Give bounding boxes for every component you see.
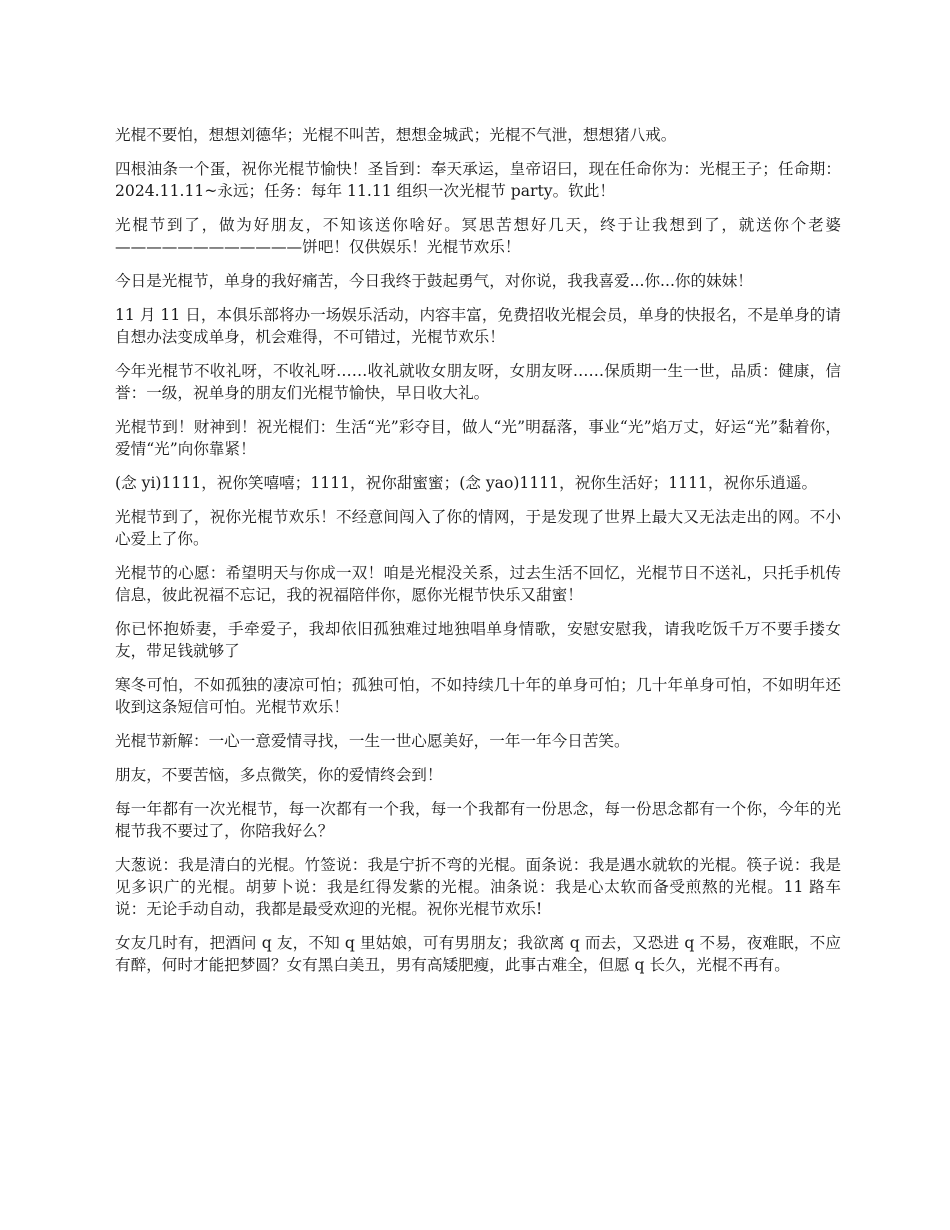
paragraph-6: 今年光棍节不收礼呀，不收礼呀……收礼就收女朋友呀，女朋友呀……保质期一生一世，品质：健康，信誉：一级，祝单身的朋友们光棍节愉快，早日收大礼。 — [115, 362, 841, 402]
paragraph-4: 今日是光棍节，单身的我好痛苦，今日我终于鼓起勇气，对你说，我我喜爱...你...你的妹妹！ — [115, 272, 753, 290]
paragraph-10: 光棍节的心愿：希望明天与你成一双！咱是光棍没关系，过去生活不回忆，光棍节日不送礼，只托手机传信息，彼此祝福不忘记，我的祝福陪伴你，愿你光棍节快乐又甜蜜！ — [115, 564, 841, 604]
paragraph-16: 大葱说：我是清白的光棍。竹签说：我是宁折不弯的光棍。面条说：我是遇水就软的光棍。筷子说：我是见多识广的光棍。胡萝卜说：我是红得发紫的光棍。油条说：我是心太软而备受煎熬的光棍。11 路车说：无论手动自动，我都是最受欢迎的光棍。祝你光棍节欢乐! — [115, 856, 841, 918]
paragraph-11: 你已怀抱娇妻，手牵爱子，我却依旧孤独难过地独唱单身情歌，安慰安慰我，请我吃饭千万不要手搂女友，带足钱就够了 — [115, 620, 841, 660]
paragraph-8: (念 yi)1111，祝你笑嘻嘻；1111，祝你甜蜜蜜；(念 yao)1111，祝你生活好；1111，祝你乐逍遥。 — [115, 474, 818, 492]
paragraph-15: 每一年都有一次光棍节，每一次都有一个我，每一个我都有一份思念，每一份思念都有一个你，今年的光棍节我不要过了，你陪我好么？ — [115, 800, 841, 840]
paragraph-3: 光棍节到了，做为好朋友，不知该送你啥好。冥思苦想好几天，终于让我想到了，就送你个老婆————————————饼吧！仅供娱乐！光棍节欢乐！ — [115, 216, 841, 256]
paragraph-1: 光棍不要怕，想想刘德华；光棍不叫苦，想想金城武；光棍不气泄，想想猪八戒。 — [115, 126, 677, 144]
paragraph-5: 11 月 11 日，本俱乐部将办一场娱乐活动，内容丰富，免费招收光棍会员，单身的快报名，不是单身的请自想办法变成单身，机会难得，不可错过，光棍节欢乐！ — [115, 306, 841, 346]
paragraph-13: 光棍节新解：一心一意爱情寻找，一生一世心愿美好，一年一年今日苦笑。 — [115, 732, 630, 750]
document-page — [115, 124, 841, 988]
paragraph-12: 寒冬可怕，不如孤独的凄凉可怕；孤独可怕，不如持续几十年的单身可怕；几十年单身可怕，不如明年还收到这条短信可怕。光棍节欢乐！ — [115, 676, 841, 716]
paragraph-17: 女友几时有，把酒问 q 友，不知 q 里姑娘，可有男朋友；我欲离 q 而去，又恐进 q 不易，夜难眠，不应有醉，何时才能把梦圆？女有黑白美丑，男有高矮肥瘦，此事古难全，但愿 q 长久，光棍不再有。 — [115, 934, 841, 974]
paragraph-2: 四根油条一个蛋，祝你光棍节愉快！圣旨到：奉天承运，皇帝诏曰，现在任命你为：光棍王子；任命期：2024.11.11~永远；任务：每年 11.11 组织一次光棍节 party。钦此！ — [115, 160, 841, 200]
paragraph-7: 光棍节到！财神到！祝光棍们：生活“光”彩夺目，做人“光”明磊落，事业“光”焰万丈，好运“光”黏着你，爱情“光”向你靠紧！ — [115, 418, 841, 458]
paragraph-9: 光棍节到了，祝你光棍节欢乐！不经意间闯入了你的情网，于是发现了世界上最大又无法走出的网。不小心爱上了你。 — [115, 508, 841, 548]
paragraph-14: 朋友，不要苦恼，多点微笑，你的爱情终会到！ — [115, 766, 443, 784]
